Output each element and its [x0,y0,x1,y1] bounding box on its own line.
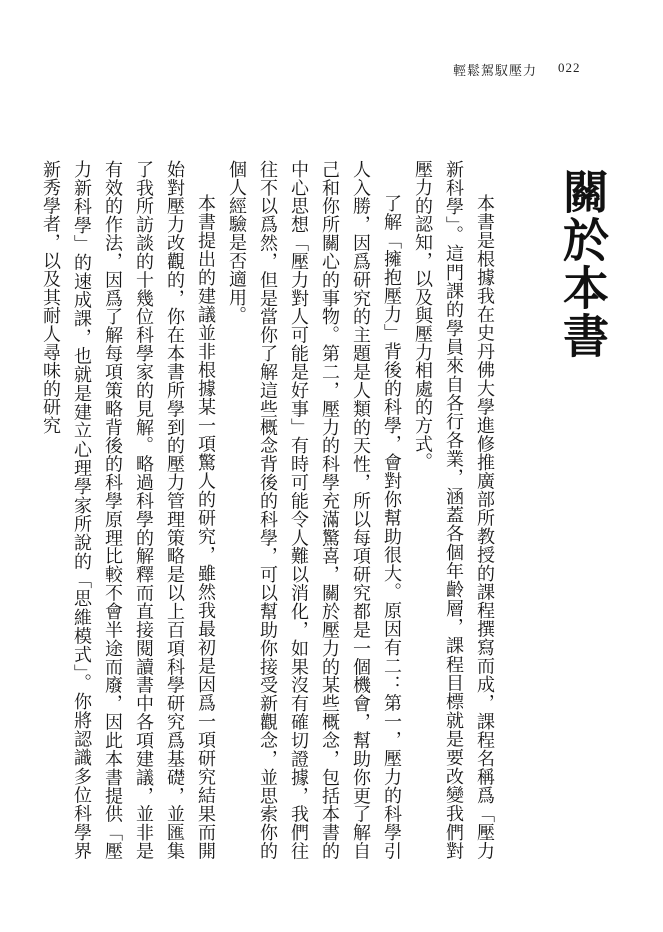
chapter-title: 關於本書 [556,168,610,360]
paragraph: 了解「擁抱壓力」背後的科學，會對你幫助很大。原因有二：第一，壓力的科學引人入勝，因爲研究的主題是人類的天性，所以每項研究都是一個機會，幫助你更了解自己和你所關心的事物。第二，壓力的科學充滿驚喜，關於壓力的某些概念，包括本書的中心思想「壓力對人可能是好事」有時可能令人難以消化，如果沒有確切證據，我們往往不以爲然，但是當你了解這些概念背後的科學，可以幫助你接受新觀念，並思索你的個人經驗是否適用。 [226,160,402,860]
body-text [35,160,500,860]
running-header-title: 輕鬆駕馭壓力 [453,64,538,79]
paragraph: 本書提出的建議並非根據某一項驚人的研究，雖然我最初是因爲一項研究結果而開始對壓力改觀的，你在本書所學到的壓力管理策略是以上百項科學研究爲基礎，並匯集了我所訪談的十幾位科學家的見解。略過科學的解釋而直接閱讀書中各項建議，並非是有效的作法，因爲了解每項策略背後的科學原理比較不會半途而廢，因此本書提供「壓力新科學」的速成課，也就是建立心理學家所說的「思維模式」。你將認識多位科學界新秀學者，以及其耐人尋味的研究 [40,160,216,860]
page-number: 022 [558,60,581,75]
paragraph: 本書是根據我在史丹佛大學進修推廣部所教授的課程撰寫而成，課程名稱爲「壓力新科學」。這門課的學員來自各行各業，涵蓋各個年齡層，課程目標就是要改變我們對壓力的認知，以及與壓力相處的方式。 [412,160,495,860]
